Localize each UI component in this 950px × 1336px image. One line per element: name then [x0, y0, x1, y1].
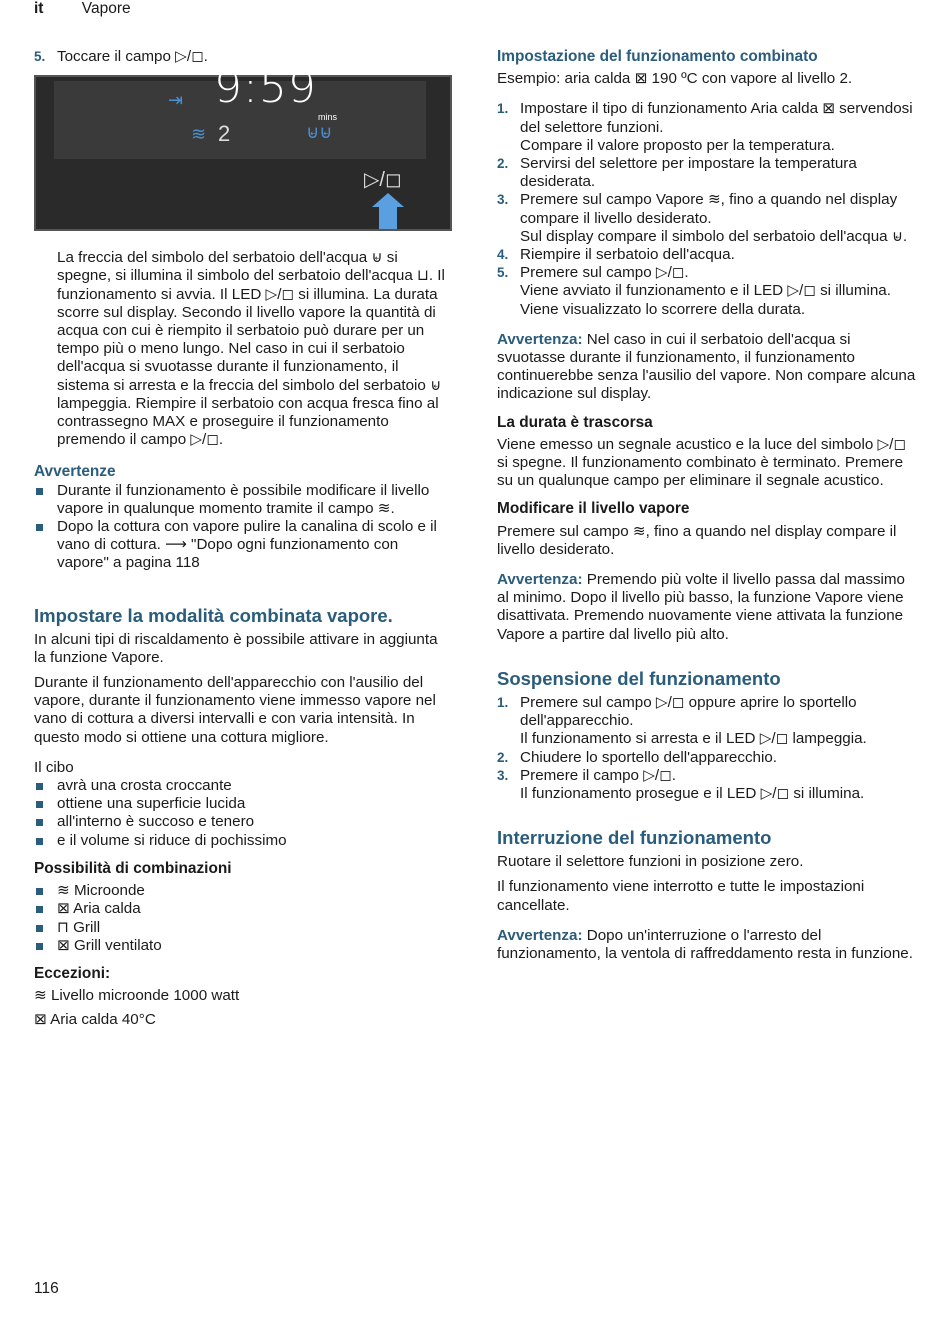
notes-heading: Avvertenze — [34, 463, 116, 481]
subsection-heading: La durata è trascorsa — [497, 413, 653, 431]
display-time: 9:59 — [214, 62, 317, 114]
steam-level: 2 — [218, 121, 231, 147]
start-stop-icon: ▷/◻ — [364, 169, 402, 192]
list-item: ⊓ Grill — [34, 919, 452, 937]
step-item: 2. Chiudere lo sportello dell'apparecchio. — [497, 748, 778, 766]
list-item: ottiene una superficie lucida — [34, 795, 452, 813]
list-item: e il volume si riduce di pochissimo — [34, 832, 452, 850]
list-item: Dopo la cottura con vapore pulire la canalina di scolo e il vano di cottura. ⟶ "Dopo ogni funzionamento con vapore" a pagina 118 — [34, 518, 452, 573]
exception-item: ≋ Livello microonde 1000 watt — [34, 987, 240, 1005]
step-item: 3. Premere il campo ▷/◻. Il funzionamento prosegue e il LED ▷/◻ si illumina. — [497, 766, 865, 802]
steam-icon: ≋ — [191, 124, 207, 145]
section-heading: Interruzione del funzionamento — [497, 827, 772, 849]
food-heading: Il cibo — [34, 758, 74, 776]
paragraph: La freccia del simbolo del serbatoio dell'acqua ⊌ si spegne, si illumina il simbolo del serbatoio dell'acqua ⊔. Il funzionamento si avvia. Il LED ▷/◻ si illumina. La durata scorre sul display. Secondo il livello vapore la quantità di acqua con cui è riempito il serbatoio può durare per un tempo più o meno lungo. Nel caso in cui il serbatoio dell'acqua si svuotasse durante il funzionamento, il sistema si arresta e la freccia del simbolo del serbatoio ⊌ lampeggia. Riempire il serbatoio con acqua fresca fino al contrassegno MAX e proseguire il funzionamento premendo il campo ▷/◻. — [57, 249, 445, 449]
step-item: 5. Premere sul campo ▷/◻. Viene avviato il funzionamento e il LED ▷/◻ si illumina. Viene visualizzato lo scorrere della durata. — [497, 264, 891, 318]
paragraph: Premere sul campo ≋, fino a quando nel display compare il livello desiderato. — [497, 522, 897, 558]
section-title: Vapore — [81, 0, 131, 17]
exceptions-heading: Eccezioni: — [34, 964, 111, 982]
paragraph: Ruotare il selettore funzioni in posizione zero. — [497, 853, 804, 871]
pointer-arrow-stem — [379, 207, 397, 229]
notes-list — [34, 482, 452, 573]
step-item: 3. Premere sul campo Vapore ≋, fino a quando nel display compare il livello desiderato. Sul display compare il simbolo del serbatoio dell'acqua ⊌. — [497, 191, 908, 245]
list-item: all'interno è succoso e tenero — [34, 813, 452, 831]
step-item: 5. Toccare il campo ▷/◻. — [34, 48, 208, 65]
section-heading: Sospensione del funzionamento — [497, 667, 781, 689]
paragraph: Esempio: aria calda ⊠ 190 ºC con vapore al livello 2. — [497, 70, 853, 88]
list-item: ⊠ Grill ventilato — [34, 937, 452, 955]
left-column — [34, 48, 452, 1037]
step-item: 4. Riempire il serbatoio dell'acqua. — [497, 246, 735, 264]
exception-item: ⊠ Aria calda 40°C — [34, 1011, 156, 1029]
combined-steps — [497, 100, 917, 318]
list-item: avrà una crosta croccante — [34, 777, 452, 795]
paragraph: In alcuni tipi di riscaldamento è possibile attivare in aggiunta la funzione Vapore. — [34, 630, 438, 666]
subsection-heading: Impostazione del funzionamento combinato — [497, 48, 818, 65]
combos-heading: Possibilità di combinazioni — [34, 859, 232, 877]
combos-list — [34, 882, 452, 955]
suspension-steps — [497, 694, 917, 803]
oven-display-illustration — [34, 62, 452, 231]
language-tag: it — [34, 0, 44, 17]
paragraph: Viene emesso un segnale acustico e la luce del simbolo ▷/◻ si spegne. Il funzionamento combinato è terminato. Premere su un qualunque campo per eliminare il segnale acustico. — [497, 435, 906, 490]
subsection-heading: Modificare il livello vapore — [497, 500, 690, 518]
paragraph: Durante il funzionamento dell'apparecchio con l'ausilio del vapore, durante il funzionamento viene immesso vapore nel vano di cottura a diversi intervalli e con varia intensità. In questo modo si ottiene una cottura migliore. — [34, 674, 436, 746]
water-tank-icon: ⊌⊌ — [306, 122, 333, 143]
page-header — [34, 0, 131, 18]
note: Avvertenza: Dopo un'interruzione o l'arresto del funzionamento, la ventola di raffreddamento resta in funzione. — [497, 926, 913, 962]
note: Avvertenza: Nel caso in cui il serbatoio dell'acqua si svuotasse durante il funzionamento, il funzionamento continuerebbe senza l'ausilio del vapore. Non compare alcuna indicazione sul display. — [497, 330, 916, 403]
display-unit: mins — [318, 112, 338, 123]
list-item: ≋ Microonde — [34, 882, 452, 900]
pointer-arrow-icon — [372, 193, 404, 207]
page-number: 116 — [34, 1280, 59, 1297]
duration-icon: ⇥ — [168, 90, 184, 111]
paragraph: Il funzionamento viene interrotto e tutte le impostazioni cancellate. — [497, 878, 865, 914]
step-item: 2. Servirsi del selettore per impostare la temperatura desiderata. — [497, 155, 857, 191]
note: Avvertenza: Premendo più volte il livello passa dal massimo al minimo. Dopo il livello più basso, la funzione Vapore viene disattivata. Premendo nuovamente viene attivata la funzione Vapore a partire dal livello più alto. — [497, 571, 906, 643]
list-item: Durante il funzionamento è possibile modificare il livello vapore in qualunque momento tramite il campo ≋. — [34, 482, 452, 518]
step-item: 1. Premere sul campo ▷/◻ oppure aprire lo sportello dell'apparecchio. Il funzionamento si arresta e il LED ▷/◻ lampeggia. — [497, 693, 867, 748]
section-heading: Impostare la modalità combinata vapore. — [34, 604, 393, 626]
right-column — [497, 48, 917, 970]
list-item: ⊠ Aria calda — [34, 900, 452, 918]
step-item: 1. Impostare il tipo di funzionamento Aria calda ⊠ servendosi del selettore funzioni. Compare il valore proposto per la temperatura. — [497, 100, 913, 154]
food-list — [34, 777, 452, 850]
